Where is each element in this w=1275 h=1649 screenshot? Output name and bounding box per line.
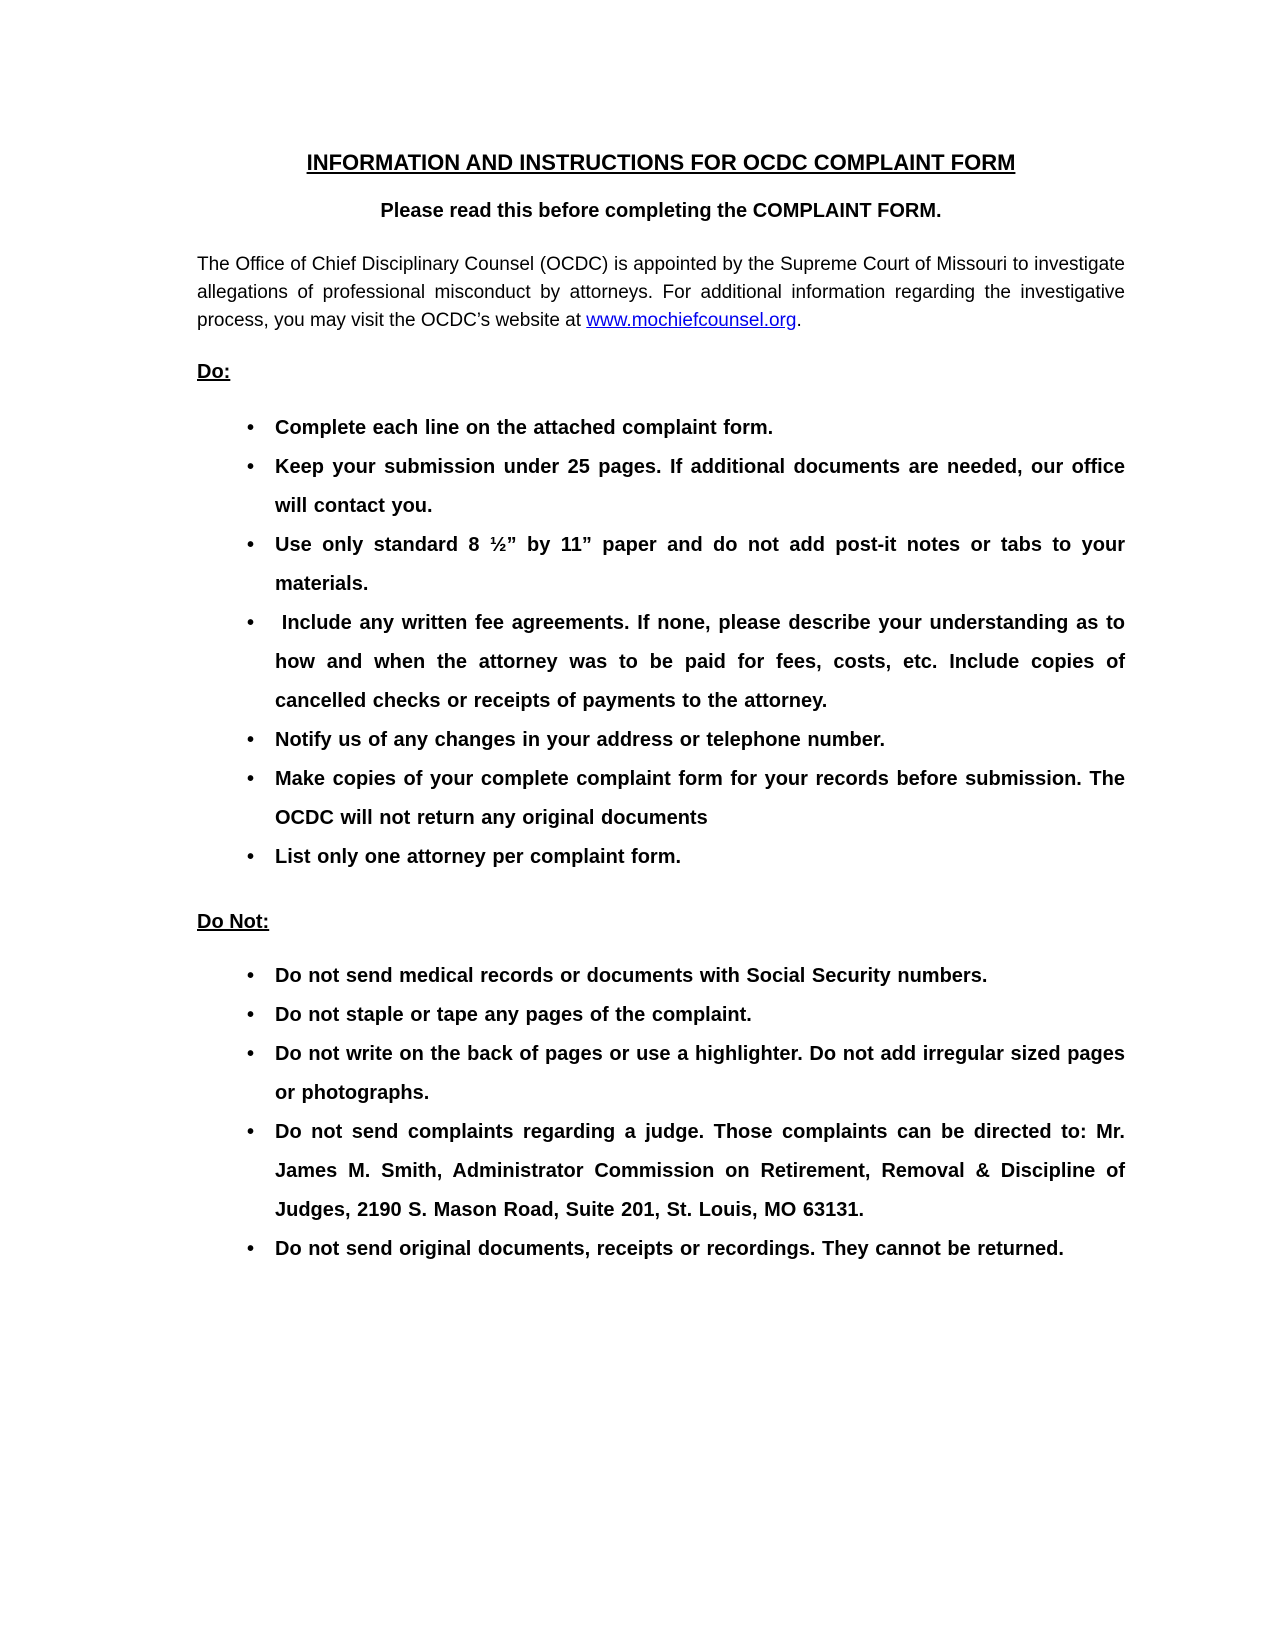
list-item-text: Do not send medical records or documents with Social Security numbers. — [275, 965, 988, 987]
intro-paragraph — [197, 251, 1125, 335]
list-item — [197, 760, 1132, 838]
list-item-text: Do not send original documents, receipts or recordings. They cannot be returned. — [275, 1238, 1064, 1260]
do-not-section-heading: Do Not: — [197, 911, 270, 933]
list-item — [197, 1035, 1132, 1113]
ocdc-website-link[interactable]: www.mochiefcounsel.org — [586, 310, 797, 331]
list-item — [197, 957, 1125, 996]
do-list — [197, 409, 1132, 877]
intro-text: The Office of Chief Disciplinary Counsel (OCDC) is appointed by the Supreme Court of Missouri to investigate allegations of professional misconduct by attorneys. For additional information regarding the investigative process, you may visit the OCDC’s website at — [197, 254, 1125, 331]
list-item — [197, 721, 1125, 760]
list-item-text: Make copies of your complete complaint form for your records before submission. The OCDC will not return any original documents — [275, 768, 1132, 829]
list-item — [197, 604, 1132, 721]
list-item-text: Do not staple or tape any pages of the complaint. — [275, 1004, 752, 1026]
list-item — [197, 1113, 1132, 1230]
list-item — [197, 448, 1132, 526]
list-item-text: Use only standard 8 ½” by 11” paper and do not add post-it notes or tabs to your materials. — [275, 534, 1132, 595]
list-item-text: Notify us of any changes in your address or telephone number. — [275, 729, 886, 751]
list-item-text: Do not write on the back of pages or use a highlighter. Do not add irregular sized pages or photographs. — [275, 1043, 1132, 1104]
page-subtitle: Please read this before completing the COMPLAINT FORM. — [380, 200, 942, 222]
list-item-text: List only one attorney per complaint form. — [275, 846, 682, 868]
intro-text-end: . — [796, 310, 802, 331]
list-item — [197, 409, 1125, 448]
list-item — [197, 1230, 1125, 1269]
do-section-heading: Do: — [197, 361, 231, 383]
list-item-text: Keep your submission under 25 pages. If additional documents are needed, our office will contact you. — [275, 456, 1132, 517]
list-item-text: Complete each line on the attached complaint form. — [275, 417, 774, 439]
do-not-list — [197, 957, 1132, 1269]
list-item — [197, 996, 1125, 1035]
list-item — [197, 526, 1132, 604]
page-title: INFORMATION AND INSTRUCTIONS FOR OCDC COMPLAINT FORM — [306, 150, 1016, 175]
list-item-text: Do not send complaints regarding a judge. Those complaints can be directed to: Mr. James M. Smith, Administrator Commission on Retirement, Removal & Discipline of Judges, 2190 S. Mason Road, Suite 201, St. Louis, MO 63131. — [275, 1121, 1132, 1221]
list-item-text: Include any written fee agreements. If none, please describe your understanding as to how and when the attorney was to be paid for fees, costs, etc. Include copies of cancelled checks or receipts of payments to the attorney. — [275, 612, 1132, 712]
list-item — [197, 838, 1125, 877]
